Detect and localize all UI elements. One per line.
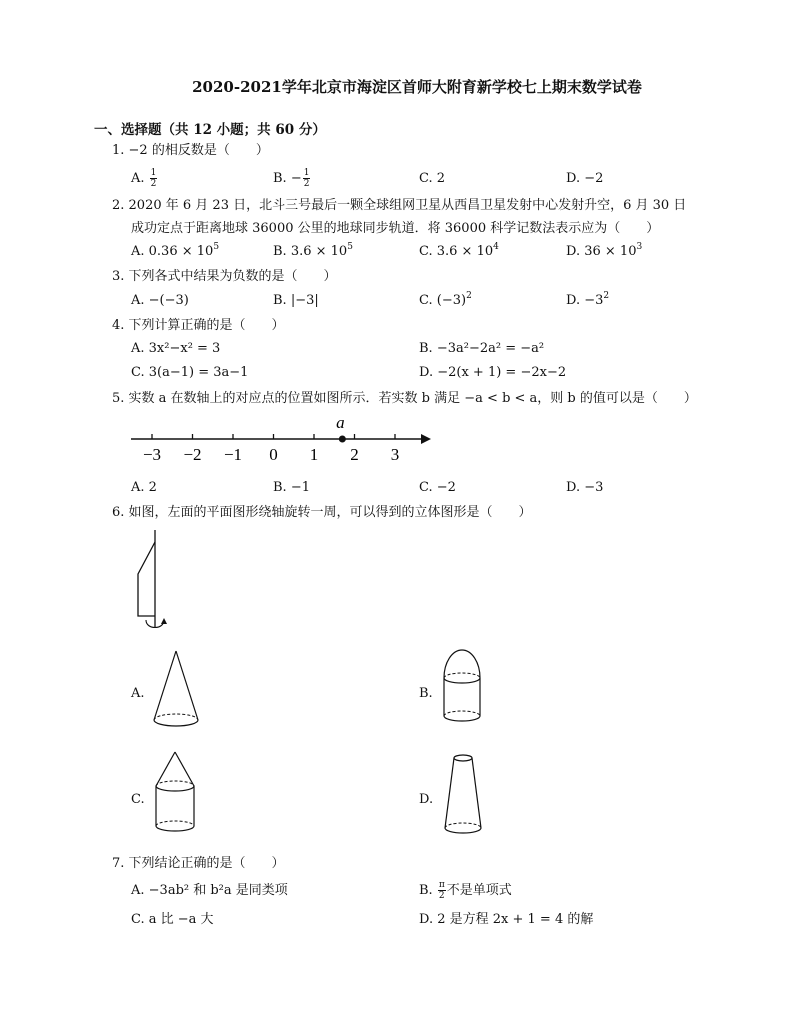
number-line-tick-label: 0 <box>269 445 278 464</box>
q3-option-a: A. −(−3) <box>131 293 189 308</box>
frustum-base-back <box>445 823 481 828</box>
q3-c-base: C. (−3) <box>419 293 467 308</box>
q2-option-d <box>566 243 642 261</box>
rotation-arrowhead <box>161 618 167 624</box>
trapezoid-outline <box>138 542 155 616</box>
q2-c-base: C. 3.6 × 10 <box>419 244 494 259</box>
q7-b-tail: 不是单项式 <box>446 883 512 898</box>
q6-stem: 6. 如图，左面的平面图形绕轴旋转一周，可以得到的立体图形是（ ） <box>112 505 532 520</box>
q2-a-exp: 5 <box>213 242 220 252</box>
q7-option-d: D. 2 是方程 2x + 1 = 4 的解 <box>419 912 594 927</box>
top-cone-right <box>175 752 194 786</box>
q1-option-c: C. 2 <box>419 171 446 186</box>
q1-option-b <box>273 168 311 189</box>
q6-option-b-label: B. <box>419 686 433 701</box>
c-base-back <box>156 821 194 826</box>
q1-a-letter: A. <box>131 171 145 186</box>
hemisphere-top <box>444 650 480 678</box>
q2-c-exp: 4 <box>493 242 499 252</box>
q2-stem-line1: 2. 2020 年 6 月 23 日，北斗三号最后一颗全球组网卫星从西昌卫星发射中心发射升空，6 月 30 日 <box>112 198 687 213</box>
q5-option-b: B. −1 <box>273 480 310 495</box>
q7-option-a: A. −3ab² 和 b²a 是同类项 <box>131 883 288 898</box>
q3-d-base: D. −3 <box>566 293 604 308</box>
q3-option-b: B. |−3| <box>273 293 319 308</box>
point-a-label: a <box>336 413 345 432</box>
cylinder-top-front <box>444 678 480 683</box>
number-line-tick-label: 3 <box>390 445 400 464</box>
q1-b-fraction <box>303 168 311 189</box>
frustum-left <box>445 758 454 828</box>
q5-number-line <box>125 412 445 468</box>
q2-option-c <box>419 243 499 261</box>
q4-option-c: C. 3(a−1) = 3a−1 <box>131 365 249 380</box>
q1-stem: 1. −2 的相反数是（ ） <box>112 143 269 158</box>
q3-option-c <box>419 292 472 310</box>
q1-a-fraction <box>150 168 158 189</box>
number-line-tick-label: −2 <box>183 445 202 464</box>
q5-option-a: A. 2 <box>131 480 157 495</box>
cone-right-edge <box>176 651 198 720</box>
q5-option-c: C. −2 <box>419 480 456 495</box>
cone-base-front <box>154 720 198 726</box>
cylinder-base-front <box>444 716 480 721</box>
q4-option-b: B. −3a²−2a² = −a² <box>419 341 545 356</box>
c-base-front <box>156 826 194 831</box>
q3-c-exp: 2 <box>466 291 472 301</box>
number-line-arrow <box>421 434 431 444</box>
q6-plane-figure <box>126 528 176 638</box>
q1-b-den: 2 <box>303 179 310 189</box>
q6-option-d-label: D. <box>419 792 434 807</box>
q2-d-exp: 3 <box>636 242 643 252</box>
q2-option-a <box>131 243 219 261</box>
q1-option-a <box>131 168 158 189</box>
q3-option-d <box>566 292 609 310</box>
number-line-tick-label: 1 <box>309 445 319 464</box>
q1-a-den: 2 <box>150 179 157 189</box>
c-mid-front <box>156 786 194 791</box>
number-line-tick-label: 2 <box>350 445 359 464</box>
q2-option-b <box>273 243 353 261</box>
q1-b-letter: B. − <box>273 171 302 186</box>
q3-stem: 3. 下列各式中结果为负数的是（ ） <box>112 269 337 284</box>
q5-option-d: D. −3 <box>566 480 604 495</box>
q2-b-exp: 5 <box>347 242 353 252</box>
q1-a-num: 1 <box>150 168 157 178</box>
q7-b-fraction <box>438 880 446 901</box>
q7-stem: 7. 下列结论正确的是（ ） <box>112 856 285 871</box>
section-heading: 一、选择题（共 12 小题；共 60 分） <box>94 122 326 138</box>
q4-option-d: D. −2(x + 1) = −2x−2 <box>419 365 567 380</box>
q2-stem-line2: 成功定点于距离地球 36000 公里的地球同步轨道．将 36000 科学记数法表示应为（ ） <box>131 221 660 236</box>
q6-option-c-cone-cylinder <box>150 748 200 838</box>
q5-stem: 5. 实数 a 在数轴上的对应点的位置如图所示．若实数 b 满足 −a < b < a，则 b 的值可以是（ ） <box>112 391 697 406</box>
q2-b-base: B. 3.6 × 10 <box>273 244 348 259</box>
c-mid-back <box>156 781 194 786</box>
q6-option-a-cone <box>150 648 202 730</box>
frustum-base-front <box>445 828 481 833</box>
number-line-tick-label: −1 <box>223 445 243 464</box>
q2-a-base: A. 0.36 × 10 <box>131 244 214 259</box>
frustum-top <box>454 755 472 761</box>
q4-stem: 4. 下列计算正确的是（ ） <box>112 318 285 333</box>
q3-d-exp: 2 <box>603 291 610 301</box>
q6-option-d-frustum <box>440 750 486 840</box>
cone-left-edge <box>154 651 176 720</box>
cone-base-back <box>154 714 198 720</box>
q6-option-a-label: A. <box>131 686 145 701</box>
q6-option-b-cylinder-hemisphere <box>438 648 486 730</box>
q7-b-den: 2 <box>438 891 445 901</box>
cylinder-base-back <box>444 711 480 716</box>
cylinder-top-back <box>444 673 480 678</box>
q6-option-c-label: C. <box>131 792 145 807</box>
number-line-tick-label: −3 <box>142 445 162 464</box>
q7-b-letter: B. <box>419 883 433 898</box>
page-title: 2020-2021学年北京市海淀区首师大附育新学校七上期末数学试卷 <box>192 78 642 96</box>
q2-d-base: D. 36 × 10 <box>566 244 637 259</box>
q7-option-b <box>419 880 512 901</box>
q7-option-c: C. a 比 −a 大 <box>131 912 214 927</box>
q4-option-a: A. 3x²−x² = 3 <box>131 341 221 356</box>
frustum-right <box>472 758 481 828</box>
q1-b-num: 1 <box>303 168 310 178</box>
point-a-dot <box>339 436 346 443</box>
q7-b-num: π <box>438 880 445 890</box>
q1-option-d: D. −2 <box>566 171 604 186</box>
